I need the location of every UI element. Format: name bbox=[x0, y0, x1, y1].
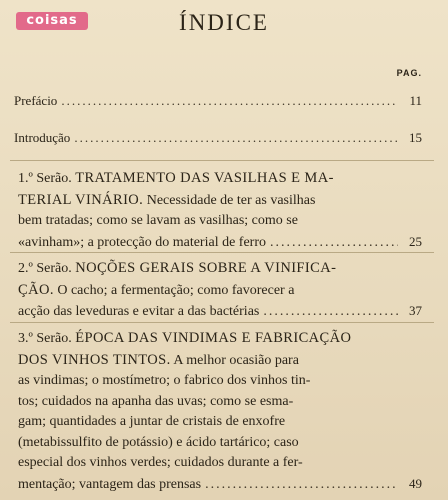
entry-line: (metabissulfito de potássio) e ácido tartárico; caso bbox=[18, 434, 299, 450]
entry-heading: ÉPOCA DAS VINDIMAS E FABRICAÇÃO bbox=[75, 330, 352, 346]
entry-line: as vindimas; o mostímetro; o fabrico dos vinhos tin- bbox=[18, 373, 311, 388]
entry-text: O cacho; a fermentação; como favorecer a bbox=[57, 282, 295, 298]
entry-heading: TERIAL VINÁRIO. bbox=[18, 191, 144, 208]
entry-heading: TRATAMENTO DAS VASILHAS E MA- bbox=[75, 170, 334, 186]
leader-dots bbox=[61, 92, 398, 110]
entry-line bbox=[18, 258, 422, 280]
toc-label: Prefácio bbox=[14, 93, 58, 108]
entry-text: A melhor ocasião para bbox=[173, 352, 299, 368]
entry-line: tos; cuidados na apanha das uvas; como se esma- bbox=[18, 393, 294, 409]
page-column-label: PAG. bbox=[396, 68, 422, 78]
entry-heading: DOS VINHOS TINTOS. bbox=[18, 351, 171, 368]
divider bbox=[10, 252, 434, 253]
entry-last-line bbox=[18, 232, 422, 254]
entry-last-line bbox=[18, 474, 422, 496]
toc-page-number: 11 bbox=[409, 93, 422, 108]
entry-text: «avinham»; a protecção do material de ferro bbox=[18, 234, 266, 250]
entry-line: gam; quantidades a juntar de cristais de enxofre bbox=[18, 414, 286, 429]
coisas-stamp: coisas bbox=[16, 12, 88, 30]
page-title: ÍNDICE bbox=[179, 10, 269, 35]
leader-dots bbox=[270, 233, 398, 254]
entry-line bbox=[18, 328, 422, 350]
entry-line bbox=[18, 190, 422, 212]
entry-number: 3.º Serão. bbox=[18, 331, 72, 346]
toc-entry-3 bbox=[18, 328, 422, 495]
entry-line bbox=[18, 350, 422, 372]
entry-line: bem tratadas; como se lavam as vasilhas; como se bbox=[18, 213, 298, 228]
divider bbox=[10, 160, 434, 161]
entry-line bbox=[18, 168, 422, 190]
entry-line bbox=[18, 280, 422, 302]
toc-entry-introducao bbox=[14, 129, 422, 147]
entry-last-line bbox=[18, 301, 422, 323]
entry-number: 1.º Serão. bbox=[18, 171, 72, 186]
toc-entry-prefacio bbox=[14, 92, 422, 110]
toc-entry-1 bbox=[18, 168, 422, 253]
entry-text: Necessidade de ter as vasilhas bbox=[146, 192, 316, 208]
entry-number: 2.º Serão. bbox=[18, 261, 72, 276]
toc-page-number: 15 bbox=[409, 130, 422, 145]
leader-dots bbox=[205, 475, 398, 496]
toc-label: Introdução bbox=[14, 130, 71, 145]
toc-entry-2 bbox=[18, 258, 422, 323]
leader-dots bbox=[263, 302, 398, 323]
entry-line: especial dos vinhos verdes; cuidados durante a fer- bbox=[18, 455, 303, 470]
toc-page-number: 49 bbox=[409, 475, 422, 491]
entry-text: acção das leveduras e evitar a das bactérias bbox=[18, 304, 260, 319]
entry-text: mentação; vantagem das prensas bbox=[18, 476, 202, 492]
toc-page-number: 25 bbox=[409, 233, 422, 249]
divider bbox=[10, 322, 434, 323]
toc-page-number: 37 bbox=[409, 303, 422, 318]
entry-heading: ÇÃO. bbox=[18, 281, 54, 298]
entry-heading: NOÇÕES GERAIS SOBRE A VINIFICA- bbox=[75, 260, 337, 276]
leader-dots bbox=[74, 129, 398, 147]
